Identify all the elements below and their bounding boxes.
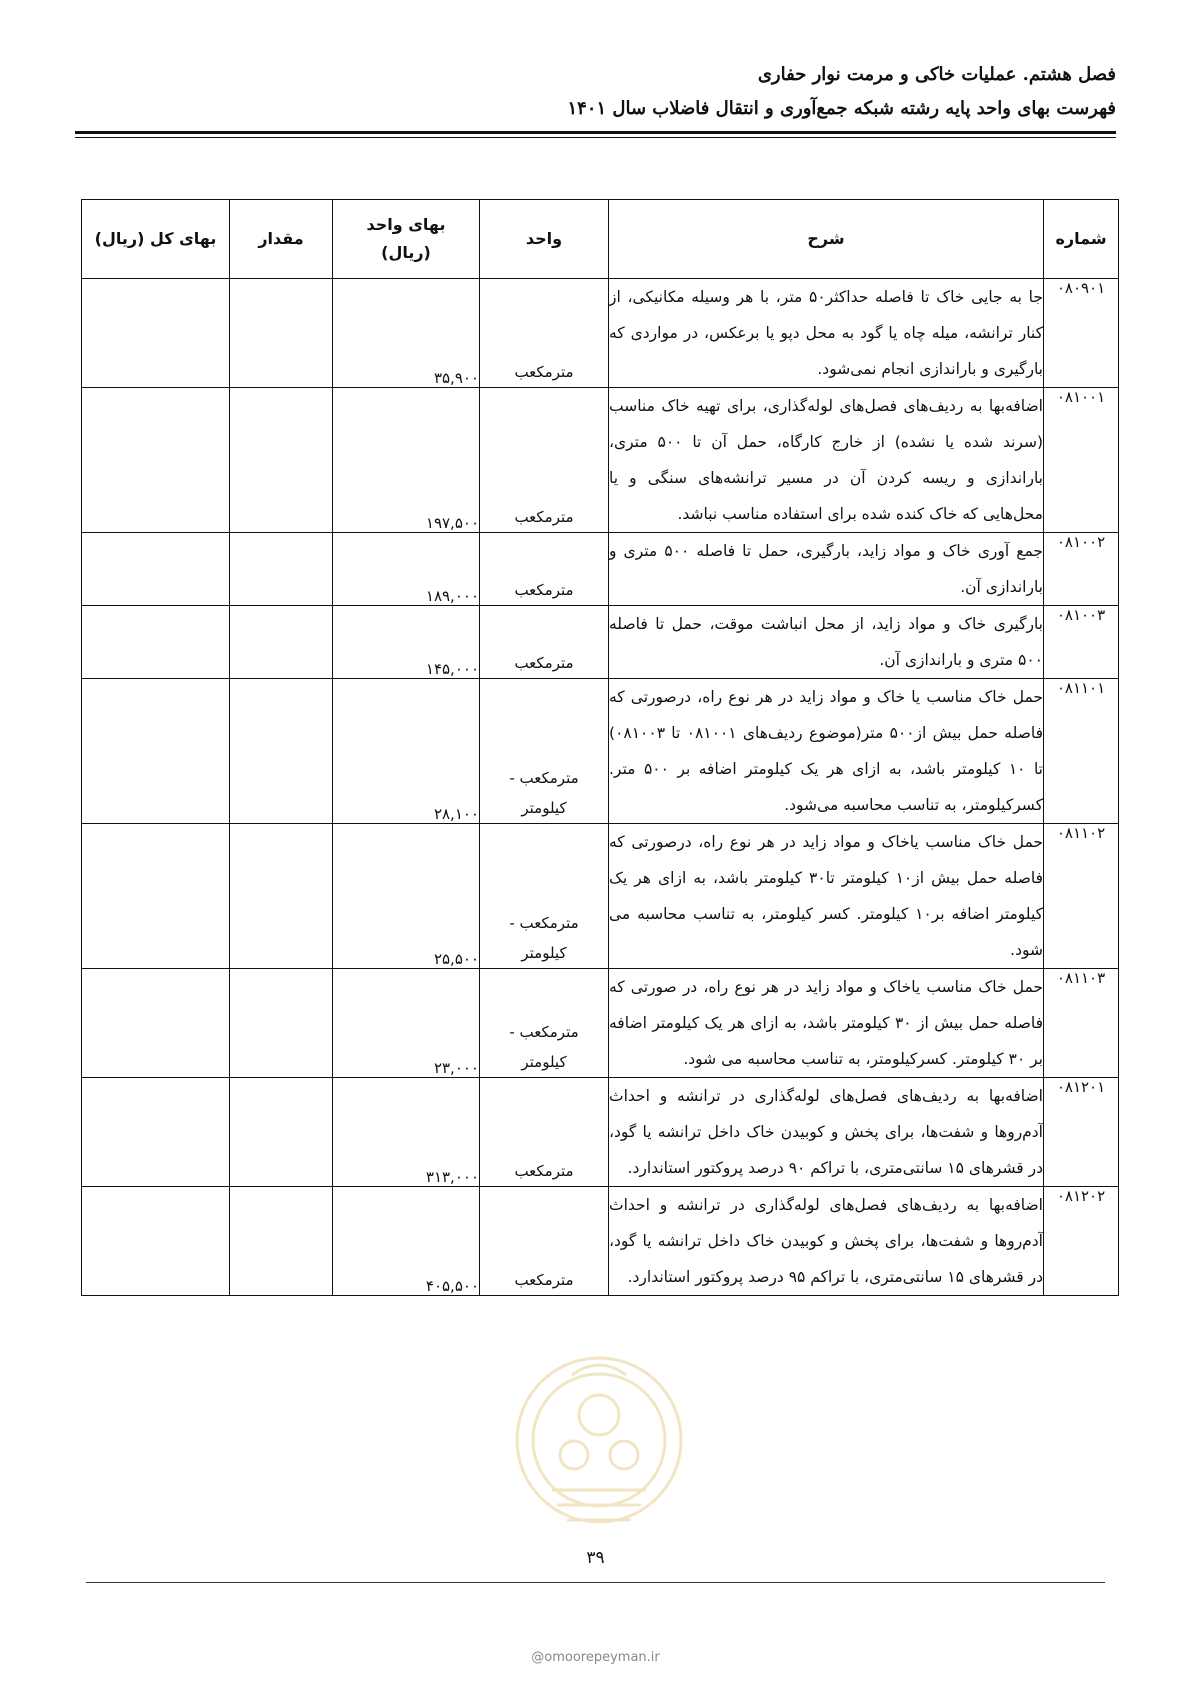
row-unit-line2: کیلومتر <box>521 799 567 817</box>
row-quantity <box>230 388 333 533</box>
row-unit-price: ۱۸۹,۰۰۰ <box>333 533 480 606</box>
row-total <box>82 1187 230 1296</box>
row-unit-line1: مترمکعب - <box>509 769 579 787</box>
row-description: اضافه‌بها به ردیف‌های فصل‌های لوله‌گذاری، برای تهیه خاک مناسب (سرند شده یا نشده) از خارج کارگاه، حمل آن تا ۵۰۰ متری، باراندازی و ریسه کردن آن در مسیر ترانشه‌های سنگی و یا محل‌هایی که خاک کنده شده برای استفاده مناسب نباشد. <box>609 388 1044 533</box>
table-row <box>82 279 1119 388</box>
table-row <box>82 969 1119 1078</box>
row-unit-price: ۲۳,۰۰۰ <box>333 969 480 1078</box>
chapter-title: فصل هشتم. عملیات خاکی و مرمت نوار حفاری <box>757 64 1116 85</box>
row-total <box>82 1078 230 1187</box>
row-code: ۰۸۱۱۰۱ <box>1044 679 1119 824</box>
row-total <box>82 969 230 1078</box>
row-unit-line1: مترمکعب <box>514 508 574 526</box>
row-unit-price: ۴۰۵,۵۰۰ <box>333 1187 480 1296</box>
row-quantity <box>230 679 333 824</box>
row-unit <box>480 533 609 606</box>
row-quantity <box>230 1187 333 1296</box>
row-total <box>82 533 230 606</box>
price-list-table <box>81 199 1119 1296</box>
row-unit-line1: مترمکعب <box>514 1162 574 1180</box>
row-description: حمل خاک مناسب یا خاک و مواد زاید در هر نوع راه، درصورتی که فاصله حمل بیش از۵۰۰ متر(موضوع ردیف‌های ۰۸۱۰۰۱ تا ۰۸۱۰۰۳) تا ۱۰ کیلومتر باشد، به ازای هر یک کیلومتر اضافه بر ۵۰۰ متر. کسرکیلومتر، به تناسب محاسبه می‌شود. <box>609 679 1044 824</box>
row-unit <box>480 969 609 1078</box>
row-code: ۰۸۱۰۰۲ <box>1044 533 1119 606</box>
header-unit-price-label: بهای واحد <box>366 215 446 234</box>
table-row <box>82 1078 1119 1187</box>
header-unit-price <box>333 200 480 279</box>
header-code: شماره <box>1044 200 1119 279</box>
row-unit <box>480 606 609 679</box>
row-quantity <box>230 606 333 679</box>
header-description: شرح <box>609 200 1044 279</box>
row-unit-line1: مترمکعب - <box>509 1023 579 1041</box>
row-quantity <box>230 969 333 1078</box>
row-quantity <box>230 533 333 606</box>
row-unit-line2: کیلومتر <box>521 1053 567 1071</box>
row-unit <box>480 1187 609 1296</box>
row-unit-line1: مترمکعب <box>514 363 574 381</box>
row-unit-price: ۲۸,۱۰۰ <box>333 679 480 824</box>
site-watermark: @omoorepeyman.ir <box>531 1650 660 1665</box>
document-title: فهرست بهای واحد پایه رشته شبکه جمع‌آوری و انتقال فاضلاب سال ۱۴۰۱ <box>567 98 1116 119</box>
row-description: حمل خاک مناسب یاخاک و مواد زاید در هر نوع راه، درصورتی که فاصله حمل بیش از۱۰ کیلومتر تا۳۰ کیلومتر باشد، به ازای هر یک کیلومتر اضافه بر۱۰ کیلومتر. کسر کیلومتر، به تناسب محاسبه می شود. <box>609 824 1044 969</box>
row-unit-price: ۱۹۷,۵۰۰ <box>333 388 480 533</box>
table-row <box>82 824 1119 969</box>
footer-rule <box>86 1582 1105 1583</box>
row-unit <box>480 388 609 533</box>
row-code: ۰۸۱۲۰۱ <box>1044 1078 1119 1187</box>
row-unit-line1: مترمکعب <box>514 654 574 672</box>
row-unit <box>480 824 609 969</box>
row-unit-line2: کیلومتر <box>521 944 567 962</box>
row-unit-price: ۳۱۳,۰۰۰ <box>333 1078 480 1187</box>
row-quantity <box>230 1078 333 1187</box>
row-total <box>82 279 230 388</box>
row-unit <box>480 679 609 824</box>
row-description: جمع آوری خاک و مواد زاید، بارگیری، حمل تا فاصله ۵۰۰ متری و باراندازی آن. <box>609 533 1044 606</box>
header-rule-thick <box>75 131 1116 134</box>
row-quantity <box>230 279 333 388</box>
row-code: ۰۸۱۲۰۲ <box>1044 1187 1119 1296</box>
header-unit: واحد <box>480 200 609 279</box>
row-description: اضافه‌بها به ردیف‌های فصل‌های لوله‌گذاری در ترانشه و احداث آدم‌روها و شفت‌ها، برای پخش و کوبیدن خاک داخل ترانشه یا گود، در قشرهای ۱۵ سانتی‌متری، با تراکم ۹۰ درصد پروکتور استاندارد. <box>609 1078 1044 1187</box>
row-unit-line1: مترمکعب - <box>509 914 579 932</box>
row-unit-line1: مترمکعب <box>514 1271 574 1289</box>
row-total <box>82 388 230 533</box>
table-header-row <box>82 200 1119 279</box>
header-quantity: مقدار <box>230 200 333 279</box>
row-description: جا به جایی خاک تا فاصله حداکثر۵۰ متر، با هر وسیله مکانیکی، از کنار ترانشه، میله چاه یا گود به محل دپو یا برعکس، در مواردی که بارگیری و باراندازی انجام نمی‌شود. <box>609 279 1044 388</box>
header-rule-thin <box>75 137 1116 138</box>
row-description: بارگیری خاک و مواد زاید، از محل انباشت موقت، حمل تا فاصله ۵۰۰ متری و باراندازی آن. <box>609 606 1044 679</box>
row-unit <box>480 279 609 388</box>
row-unit <box>480 1078 609 1187</box>
row-unit-line1: مترمکعب <box>514 581 574 599</box>
row-unit-price: ۱۴۵,۰۰۰ <box>333 606 480 679</box>
row-description: حمل خاک مناسب یاخاک و مواد زاید در هر نوع راه، در صورتی که فاصله حمل بیش از ۳۰ کیلومتر باشد، به ازای هر یک کیلومتر اضافه بر ۳۰ کیلومتر. کسرکیلومتر، به تناسب محاسبه می شود. <box>609 969 1044 1078</box>
row-unit-price: ۲۵,۵۰۰ <box>333 824 480 969</box>
page-number: ۳۹ <box>586 1548 605 1568</box>
row-code: ۰۸۰۹۰۱ <box>1044 279 1119 388</box>
table-row <box>82 533 1119 606</box>
table-row <box>82 679 1119 824</box>
seal-stamp-icon <box>512 1305 687 1575</box>
row-quantity <box>230 824 333 969</box>
row-total <box>82 606 230 679</box>
row-total <box>82 824 230 969</box>
row-code: ۰۸۱۱۰۳ <box>1044 969 1119 1078</box>
row-unit-price: ۳۵,۹۰۰ <box>333 279 480 388</box>
row-code: ۰۸۱۰۰۱ <box>1044 388 1119 533</box>
row-code: ۰۸۱۰۰۳ <box>1044 606 1119 679</box>
page-header <box>75 58 1116 126</box>
row-total <box>82 679 230 824</box>
table-row <box>82 606 1119 679</box>
header-unit-price-currency: (ریال) <box>381 243 431 262</box>
table-row <box>82 388 1119 533</box>
row-code: ۰۸۱۱۰۲ <box>1044 824 1119 969</box>
header-total-price: بهای کل (ریال) <box>82 200 230 279</box>
row-description: اضافه‌بها به ردیف‌های فصل‌های لوله‌گذاری در ترانشه و احداث آدم‌روها و شفت‌ها، برای پخش و کوبیدن خاک داخل ترانشه یا گود، در قشرهای ۱۵ سانتی‌متری، با تراکم ۹۵ درصد پروکتور استاندارد. <box>609 1187 1044 1296</box>
table-row <box>82 1187 1119 1296</box>
